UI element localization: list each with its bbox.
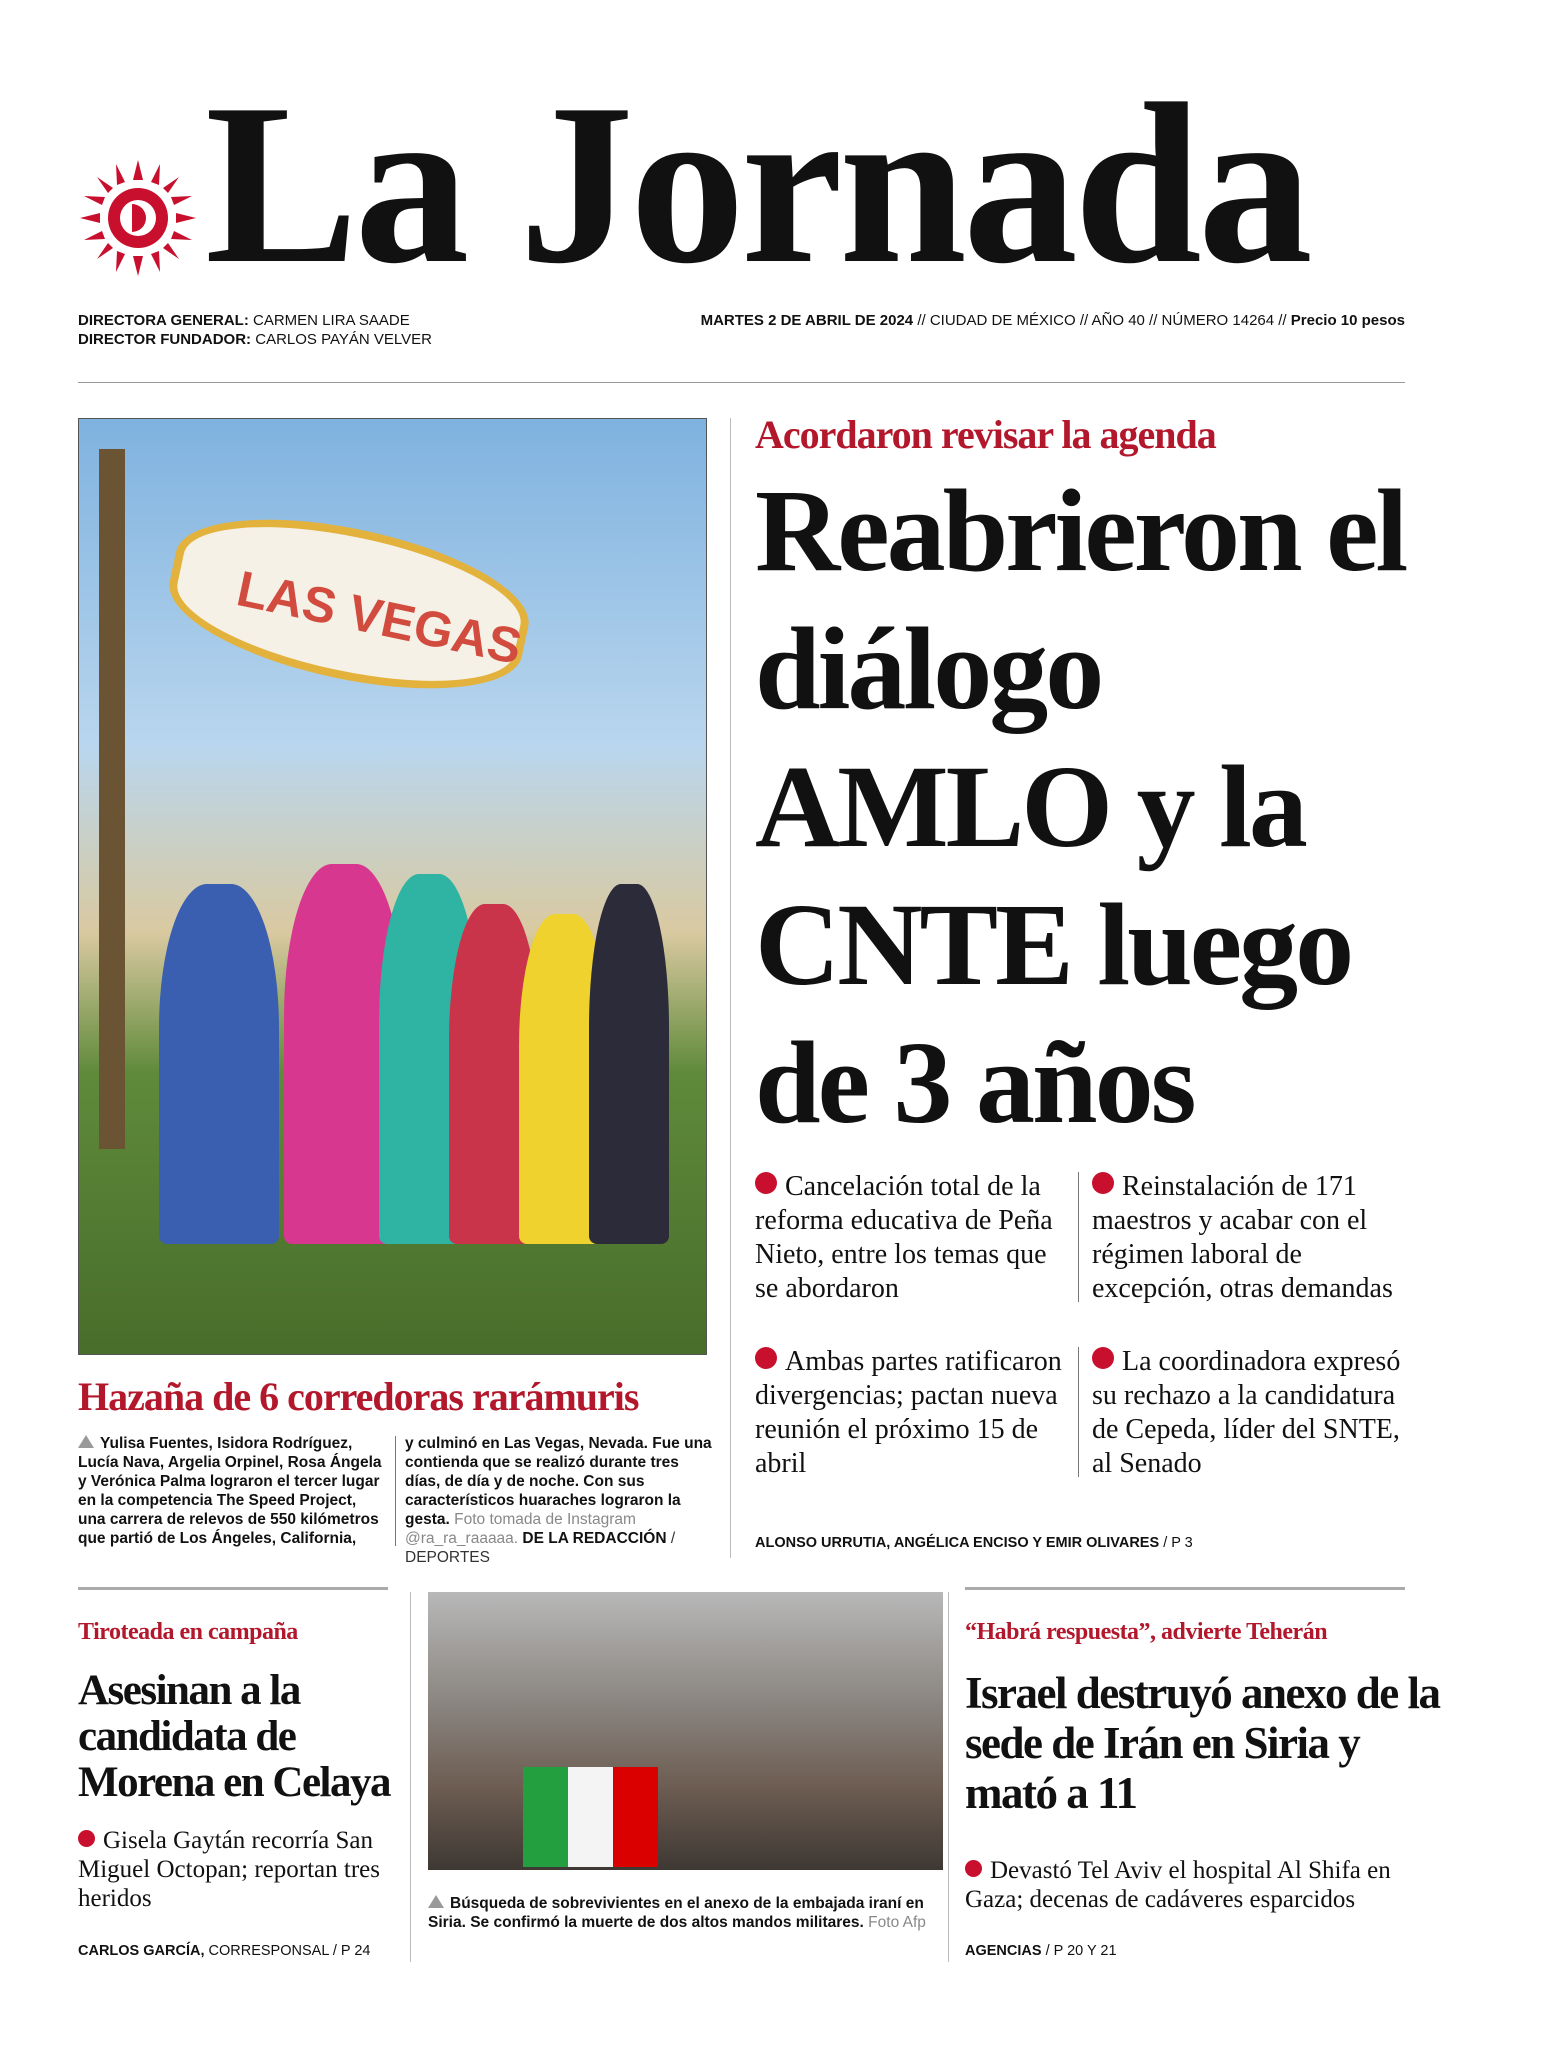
- center-photo-caption: [428, 1894, 938, 1932]
- page-ref: / P 20 Y 21: [1045, 1943, 1117, 1959]
- embassy-rubble-photo: [428, 1592, 943, 1870]
- bullet-icon: [755, 1172, 777, 1194]
- byline-authors: ALONSO URRUTIA, ANGÉLICA ENCISO Y EMIR OLIVARES: [755, 1535, 1160, 1551]
- founder-name: CARLOS PAYÁN VELVER: [255, 331, 432, 348]
- byline-role: CORRESPONSAL / P 24: [208, 1943, 371, 1959]
- column-divider: [1078, 1347, 1079, 1477]
- iran-flag: [523, 1767, 658, 1867]
- column-divider: [948, 1592, 949, 1962]
- bullet-item: [755, 1345, 1070, 1481]
- bullet-text: Ambas partes ratificaron divergencias; pactan nueva reunión el próximo 15 de abril: [755, 1346, 1062, 1479]
- staff-credits: [78, 311, 432, 349]
- bullet-icon: [1092, 1172, 1114, 1194]
- photo-credit: Foto tomada de Instagram @ra_ra_raaaaa.: [405, 1511, 636, 1547]
- column-divider: [410, 1592, 411, 1962]
- left-subhead: [78, 1826, 393, 1913]
- byline-author: CARLOS GARCÍA,: [78, 1943, 205, 1959]
- section-rule: [965, 1587, 1405, 1590]
- bullet-text: Reinstalación de 171 maestros y acabar con el régimen laboral de excepción, otras demandas: [1092, 1171, 1393, 1304]
- column-divider: [395, 1436, 396, 1546]
- bullet-icon: [965, 1860, 982, 1877]
- bullet-icon: [78, 1830, 95, 1847]
- main-byline: [755, 1535, 1193, 1551]
- sign-text: LAS VEGAS: [232, 560, 527, 676]
- photo-headline: Hazaña de 6 corredoras rarámuris: [78, 1374, 639, 1419]
- main-kicker: Acordaron revisar la agenda: [755, 412, 1216, 457]
- subhead-text: Gisela Gaytán recorría San Miguel Octopan; reportan tres heridos: [78, 1827, 380, 1912]
- right-byline: [965, 1943, 1117, 1959]
- photo-caption-col1: [78, 1434, 388, 1548]
- right-subhead: [965, 1856, 1425, 1914]
- section: / DEPORTES: [405, 1530, 676, 1566]
- caret-up-icon: [428, 1895, 444, 1908]
- section-rule: [78, 1587, 388, 1590]
- bullet-icon: [755, 1347, 777, 1369]
- bullet-text: Cancelación total de la reforma educativa de Peña Nieto, entre los temas que se abordaron: [755, 1171, 1053, 1304]
- photo-caption-col2: [405, 1434, 715, 1567]
- column-divider: [1078, 1172, 1079, 1302]
- byline-author: AGENCIAS: [965, 1943, 1042, 1959]
- bullet-item: [1092, 1170, 1412, 1306]
- right-kicker: “Habrá respuesta”, advierte Teherán: [965, 1619, 1328, 1645]
- left-kicker: Tiroteada en campaña: [78, 1619, 298, 1645]
- bullet-text: La coordinadora expresó su rechazo a la candidatura de Cepeda, líder del SNTE, al Senado: [1092, 1346, 1401, 1479]
- bullet-item: [755, 1170, 1070, 1306]
- subhead-text: Devastó Tel Aviv el hospital Al Shifa en Gaza; decenas de cadáveres esparcidos: [965, 1857, 1391, 1913]
- sun-logo-icon: [80, 160, 196, 276]
- right-headline: Israel destruyó anexo de la sede de Irán en Siria y mató a 11: [965, 1668, 1440, 1818]
- page-ref: / P 3: [1163, 1535, 1193, 1551]
- left-headline: Asesinan a la candidata de Morena en Celaya: [78, 1667, 390, 1806]
- bullet-item: [1092, 1345, 1412, 1481]
- caption-text: y culminó en Las Vegas, Nevada. Fue una contienda que se realizó durante tres días, de día y de noche. Con sus característicos huaraches lograron la gesta.: [405, 1435, 712, 1528]
- masthead-divider: [78, 382, 1405, 383]
- las-vegas-photo: [78, 418, 707, 1355]
- masthead-logo: La Jornada: [205, 56, 1309, 311]
- source: DE LA REDACCIÓN: [522, 1530, 667, 1547]
- founder-label: DIRECTOR FUNDADOR:: [78, 331, 252, 348]
- edition-info: [701, 311, 1405, 330]
- welcome-sign: [157, 493, 540, 715]
- photo-credit: Foto Afp: [868, 1914, 926, 1931]
- edition-date: MARTES 2 DE ABRIL DE 2024: [700, 312, 914, 329]
- column-divider: [730, 418, 731, 1558]
- caption-text: Búsqueda de sobrevivientes en el anexo de la embajada iraní en Siria. Se confirmó la muerte de dos altos mandos militares.: [428, 1895, 924, 1931]
- edition-price: Precio 10 pesos: [1290, 312, 1405, 329]
- main-headline: Reabrieron el diálogo AMLO y la CNTE luego de 3 años: [755, 465, 1406, 1148]
- caret-up-icon: [78, 1435, 94, 1448]
- director-label: DIRECTORA GENERAL:: [78, 312, 249, 329]
- edition-details: // CIUDAD DE MÉXICO // AÑO 40 // NÚMERO 14264 //: [917, 312, 1287, 329]
- caption-text: Yulisa Fuentes, Isidora Rodríguez, Lucía Nava, Argelia Orpinel, Rosa Ángela y Verónica Palma lograron el tercer lugar en la competencia The Speed Project, una carrera de relevos de 550 kilómetros que partió de Los Ángeles, California,: [78, 1435, 382, 1547]
- bullet-icon: [1092, 1347, 1114, 1369]
- director-name: CARMEN LIRA SAADE: [253, 312, 410, 329]
- left-byline: [78, 1943, 371, 1959]
